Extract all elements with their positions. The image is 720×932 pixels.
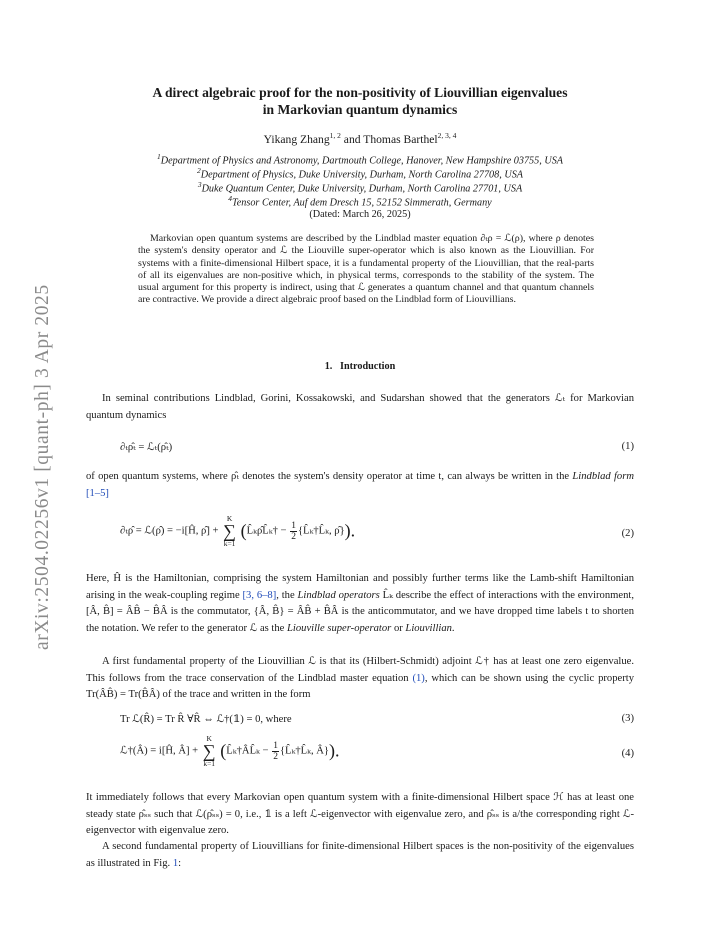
section-title: Introduction <box>339 361 396 372</box>
author-name: Yikang Zhang <box>263 132 330 146</box>
text-run: , the <box>276 589 295 601</box>
dated-line: (Dated: March 26, 2025) <box>309 209 411 220</box>
equation-number: (2) <box>621 528 634 539</box>
affil-text: Department of Physics and Astronomy, Dartmouth College, Hanover, New Hampshire 03755, USA <box>160 155 564 167</box>
equation-number: (4) <box>621 748 634 759</box>
paragraph <box>86 469 634 502</box>
text-run: or <box>393 622 403 634</box>
eq-term: L̂ₖ†ÂL̂ₖ − <box>226 745 269 757</box>
summation-sign: K ∑ k=1 <box>223 514 236 548</box>
paragraph <box>86 654 634 704</box>
fraction <box>290 521 297 542</box>
figure-ref-link[interactable]: 1 <box>172 857 179 869</box>
sum-lower-limit: k=1 <box>223 539 236 548</box>
affil-sup: 1 <box>156 152 161 161</box>
affiliation <box>0 180 720 194</box>
abstract: Markovian open quantum systems are described by the Lindblad master equation ∂ₜρ = ℒ(ρ), where ρ denotes the system's density operator and ℒ the Liouville super-operator which is also known as the Liouvillian. For systems with a finite-dimensional Hilbert space, it is a fundamental property of the Liouvillian, that the real-parts of all its eigenvalues are non-positive which, in physical terms, corresponds to the stability of the system. The usual argument for this property is indirect, using that ℒ generates a quantum channel and that quantum channels are contractive. We provide a direct algebraic proof based on the Lindblad form of Liouvillians. <box>138 233 594 306</box>
equation-2 <box>120 514 355 548</box>
paragraph: It immediately follows that every Markovian open quantum system with a finite-dimensional Hilbert space ℋ has at least one steady state ρ̂ₛₛ such that ℒ(ρ̂ₛₛ) = 0, i.e., 𝟙 is a left ℒ-eigenvector with eigenvalue zero, and ρ̂ₛₛ is a/the corresponding right ℒ-eigenvector with eigenvalue zero. <box>86 792 634 837</box>
paragraph: In seminal contributions Lindblad, Gorini, Kossakowski, and Sudarshan showed that the generators ℒₜ for Markovian quantum dynamics <box>86 393 634 421</box>
equation-1: ∂ₜρ̂ₜ = ℒₜ(ρ̂ₜ) <box>120 442 173 453</box>
affil-text: Duke Quantum Center, Duke University, Durham, North Carolina 27701, USA <box>201 183 523 195</box>
author-joiner: and <box>343 132 361 146</box>
frac-numerator: 1 <box>291 520 296 531</box>
fraction <box>272 741 279 762</box>
citation-link[interactable]: [3, 6–8] <box>242 589 277 601</box>
equation-3: Tr ℒ(R̂) = Tr R̂ ∀R̂ ⇔ ℒ†(𝟙) = 0, where <box>120 714 292 725</box>
affiliation <box>0 166 720 180</box>
summation-sign: K ∑ k=1 <box>202 734 216 768</box>
text-run: . <box>451 622 455 634</box>
paragraph <box>86 571 634 637</box>
text-run: : <box>178 857 182 869</box>
title-line-2: in Markovian quantum dynamics <box>262 102 458 117</box>
paren-open: ( <box>240 520 247 541</box>
eq-lhs: ℒ†(Â) = i[Ĥ, Â] + <box>120 745 199 757</box>
paragraph <box>86 839 634 872</box>
eq-term: L̂ₖρ̂L̂ₖ† − <box>246 525 287 537</box>
section-number: 1. <box>324 361 333 372</box>
equation-number: (1) <box>621 441 634 452</box>
equation-number: (3) <box>621 713 634 724</box>
sum-upper-limit: K <box>206 734 212 743</box>
title-line-1: A direct algebraic proof for the non-positivity of Liouvillian eigenvalues <box>152 85 568 100</box>
affil-sup: 4 <box>228 194 233 203</box>
affil-text: Department of Physics, Duke University, Durham, North Carolina 27708, USA <box>200 169 524 181</box>
author-affil-sup: 1, 2 <box>329 131 341 140</box>
eq-lhs: ∂ₜρ̂ = ℒ(ρ̂) = −i[Ĥ, ρ̂] + <box>120 525 219 537</box>
eq-term: {L̂ₖ†L̂ₖ, ρ̂} <box>297 525 345 537</box>
text-run: L̂ₖ describe the effect of interactions with the environment, [Â, B̂] = ÂB̂ − B̂Â is the commutator, {Â, B̂} = ÂB̂ + B̂Â is the anticommutator, and we have dropped time labels t to shorten the notation. We refer to the generator ℒ as the <box>86 589 634 634</box>
frac-numerator: 1 <box>273 740 278 751</box>
text-run: of open quantum systems, where ρ̂ₜ denotes the system's density operator at time t, can always be written in the <box>86 471 570 482</box>
text-run: , which can be shown using the cyclic property Tr(ÂB̂) = Tr(B̂Â) of the trace and written in the form <box>86 672 634 701</box>
paren-close: ). <box>329 740 340 761</box>
citation-link[interactable]: [1–5] <box>86 487 109 499</box>
affil-sup: 2 <box>196 166 201 175</box>
author-list <box>0 131 720 146</box>
emphasis: Liouville super-operator <box>287 622 392 634</box>
text-run: Here, Ĥ is the Hamiltonian, comprising the system Hamiltonian and possibly further terms like the Lamb-shift Hamiltonian arising in the weak-coupling regime <box>86 573 634 601</box>
emphasis: Liouvillian <box>405 622 452 634</box>
frac-denominator: 2 <box>273 751 278 762</box>
affiliation <box>0 152 720 166</box>
affil-sup: 3 <box>197 180 202 189</box>
affil-text: Tensor Center, Auf dem Dresch 15, 52152 Simmerath, Germany <box>232 197 492 209</box>
affiliation <box>0 194 720 208</box>
sum-lower-limit: k=1 <box>203 759 216 768</box>
equation-4 <box>120 734 340 768</box>
paper-title <box>0 84 720 118</box>
frac-denominator: 2 <box>291 531 296 542</box>
emphasis: Lindblad operators <box>297 589 380 601</box>
eq-term: {L̂ₖ†L̂ₖ, Â} <box>279 745 330 757</box>
paren-close: ). <box>344 520 356 541</box>
paren-open: ( <box>220 740 227 761</box>
text-run: A second fundamental property of Liouvillians for finite-dimensional Hilbert spaces is the non-positivity of the eigenvalues as illustrated in Fig. <box>86 841 634 869</box>
text-run: A first fundamental property of the Liouvillian ℒ is that its (Hilbert-Schmidt) adjoint ℒ† has at least one zero eigenvalue. This follows from the trace conservation of the Lindblad master equation <box>86 656 634 684</box>
equation-ref-link[interactable]: (1) <box>412 672 425 684</box>
section-heading <box>0 361 720 372</box>
author-affil-sup: 2, 3, 4 <box>437 131 457 140</box>
author-name: Thomas Barthel <box>363 132 438 146</box>
arxiv-sidebar-stamp: arXiv:2504.02256v1 [quant-ph] 3 Apr 2025 <box>32 284 53 650</box>
sum-upper-limit: K <box>226 514 233 523</box>
emphasis: Lindblad form <box>572 471 634 482</box>
